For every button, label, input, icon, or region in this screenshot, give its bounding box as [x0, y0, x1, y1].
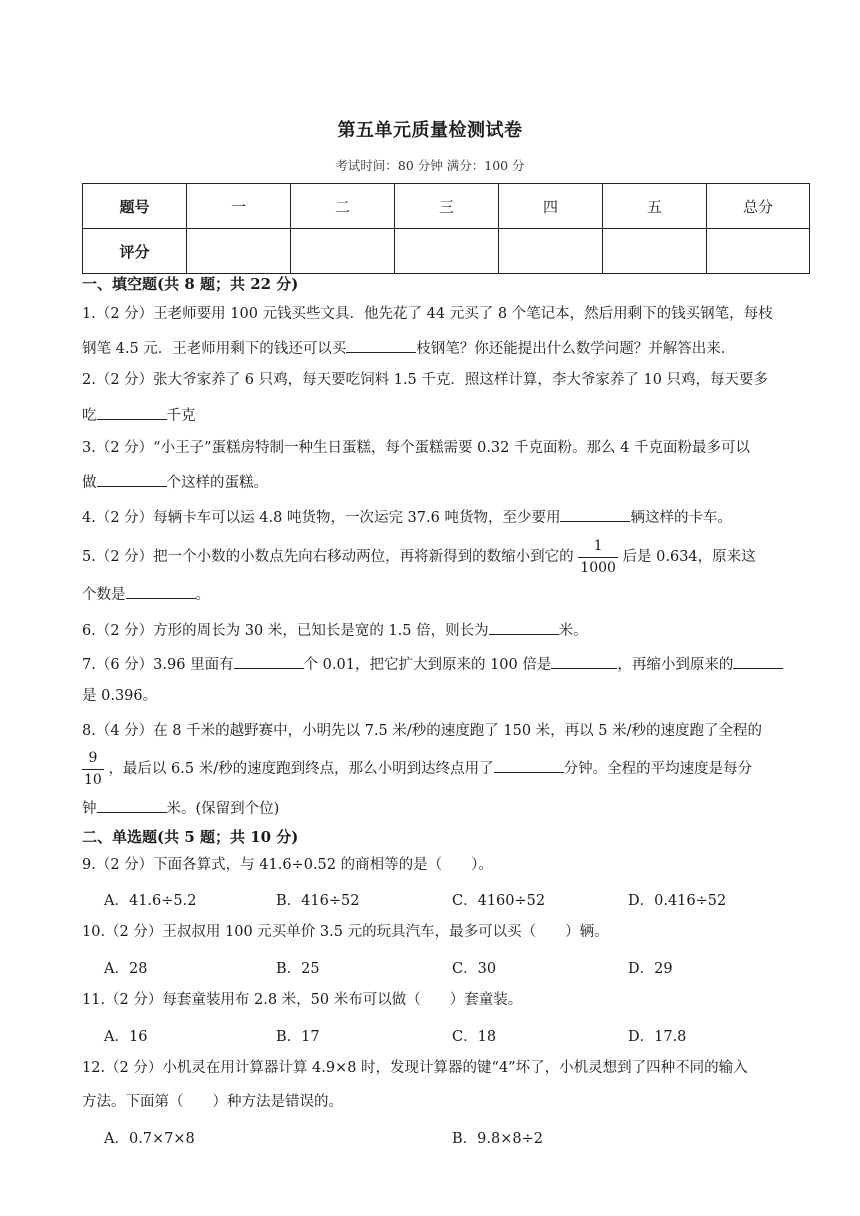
- answer-blank[interactable]: [97, 405, 167, 420]
- answer-blank[interactable]: [489, 620, 559, 635]
- answer-blank[interactable]: [551, 654, 617, 669]
- question-9-stem: 9.（2 分）下面各算式，与 41.6÷0.52 的商相等的是（ ）。: [82, 857, 493, 873]
- option-c[interactable]: C．4160÷52: [452, 893, 546, 909]
- score-cell[interactable]: [187, 229, 291, 274]
- question-2-line-2: 吃 千克: [82, 405, 812, 426]
- table-cell-part-2: 二: [291, 184, 395, 229]
- answer-blank[interactable]: [97, 472, 167, 487]
- option-d[interactable]: D．0.416÷52: [628, 893, 727, 909]
- option-b[interactable]: B．25: [276, 961, 320, 977]
- table-cell-part-3: 三: [395, 184, 499, 229]
- question-12-line-1: 12.（2 分）小机灵在用计算器计算 4.9×8 时，发现计算器的键“4”坏了，小机灵想到了四种不同的输入: [82, 1060, 748, 1076]
- fraction-nine-tenths: $\frac{9}{10}$: [84, 749, 102, 788]
- question-5-line-2: 个数是 。: [82, 584, 812, 605]
- question-8-line-3: 钟 米。(保留到个位): [82, 798, 812, 819]
- option-c[interactable]: C．18: [452, 1029, 497, 1045]
- score-cell[interactable]: [499, 229, 603, 274]
- score-cell[interactable]: [291, 229, 395, 274]
- question-10-stem: 10.（2 分）王叔叔用 100 元买单价 3.5 元的玩具汽车，最多可以买（ ）辆。: [82, 924, 609, 940]
- score-table: [82, 183, 810, 274]
- question-11-stem: 11.（2 分）每套童装用布 2.8 米，50 米布可以做（ ）套童装。: [82, 992, 523, 1008]
- table-cell-part-4: 四: [499, 184, 603, 229]
- answer-blank[interactable]: [234, 654, 304, 669]
- answer-blank[interactable]: [560, 507, 630, 522]
- question-12-line-2: 方法。下面第（ ）种方法是错误的。: [82, 1094, 343, 1110]
- question-7-line-2: 是 0.396。: [82, 688, 158, 704]
- answer-blank[interactable]: [494, 758, 564, 773]
- score-cell[interactable]: [603, 229, 707, 274]
- option-b[interactable]: B．416÷52: [276, 893, 360, 909]
- option-a[interactable]: A．41.6÷5.2: [104, 893, 197, 909]
- question-4: 4.（2 分）每辆卡车可以运 4.8 吨货物，一次运完 37.6 吨货物，至少要用 辆这样的卡车。: [82, 507, 812, 528]
- question-6: 6.（2 分）方形的周长为 30 米，已知长是宽的 1.5 倍，则长为 米。: [82, 620, 812, 641]
- section-heading-fill-in: 一、填空题(共 8 题；共 22 分): [82, 275, 299, 293]
- question-5-line-1: 5.（2 分）把一个小数的小数点先向右移动两位，再将新得到的数缩小到它的 $\frac{1}{1000}$ 后是 0.634，原来这: [82, 537, 756, 576]
- option-c[interactable]: C．30: [452, 961, 497, 977]
- table-cell-total: 总分: [707, 184, 810, 229]
- question-1-line-2: 钢笔 4.5 元．王老师用剩下的钱还可以买 枝钢笔？你还能提出什么数学问题？并解答出来．: [82, 338, 812, 359]
- score-table-header-row: [83, 184, 810, 229]
- question-8-line-2: $\frac{9}{10}$ ，最后以 6.5 米/秒的速度跑到终点，那么小明到达终点用了 分钟。全程的平均速度是每分: [84, 749, 753, 788]
- answer-blank[interactable]: [126, 584, 196, 599]
- page-title: 第五单元质量检测试卷: [337, 120, 523, 141]
- section-heading-single-choice: 二、单选题(共 5 题；共 10 分): [82, 828, 299, 846]
- option-d[interactable]: D．17.8: [628, 1029, 687, 1045]
- table-cell-part-1: 一: [187, 184, 291, 229]
- answer-blank[interactable]: [346, 338, 416, 353]
- question-3-line-2: 做 个这样的蛋糕。: [82, 472, 812, 493]
- answer-blank[interactable]: [97, 798, 167, 813]
- question-7-line-1: 7.（6 分）3.96 里面有 个 0.01，把它扩大到原来的 100 倍是 ，再缩小到原来的: [82, 654, 812, 675]
- option-a[interactable]: A．0.7×7×8: [104, 1131, 195, 1147]
- table-cell-part-5: 五: [603, 184, 707, 229]
- exam-info: 考试时间：80 分钟 满分：100 分: [335, 158, 525, 173]
- score-table-score-row: [83, 229, 810, 274]
- option-d[interactable]: D．29: [628, 961, 673, 977]
- table-cell-score-label: 评分: [83, 229, 187, 274]
- question-8-line-1: 8.（4 分）在 8 千米的越野赛中，小明先以 7.5 米/秒的速度跑了 150 米，再以 5 米/秒的速度跑了全程的: [82, 723, 762, 739]
- question-2-line-1: 2.（2 分）张大爷家养了 6 只鸡，每天要吃饲料 1.5 千克．照这样计算，李大爷家养了 10 只鸡，每天要多: [82, 372, 769, 388]
- score-cell[interactable]: [395, 229, 499, 274]
- option-a[interactable]: A．28: [104, 961, 148, 977]
- option-b[interactable]: B．9.8×8÷2: [452, 1131, 543, 1147]
- score-cell[interactable]: [707, 229, 810, 274]
- fraction-one-thousandth: $\frac{1}{1000}$: [580, 537, 616, 576]
- table-cell-question-no: 题号: [83, 184, 187, 229]
- question-3-line-1: 3.（2 分）“小王子”蛋糕房特制一种生日蛋糕，每个蛋糕需要 0.32 千克面粉。那么 4 千克面粉最多可以: [82, 440, 750, 456]
- question-1-line-1: 1.（2 分）王老师要用 100 元钱买些文具．他先花了 44 元买了 8 个笔记本，然后用剩下的钱买钢笔，每枝: [82, 306, 773, 322]
- option-a[interactable]: A．16: [104, 1029, 148, 1045]
- answer-blank[interactable]: [733, 654, 783, 669]
- option-b[interactable]: B．17: [276, 1029, 320, 1045]
